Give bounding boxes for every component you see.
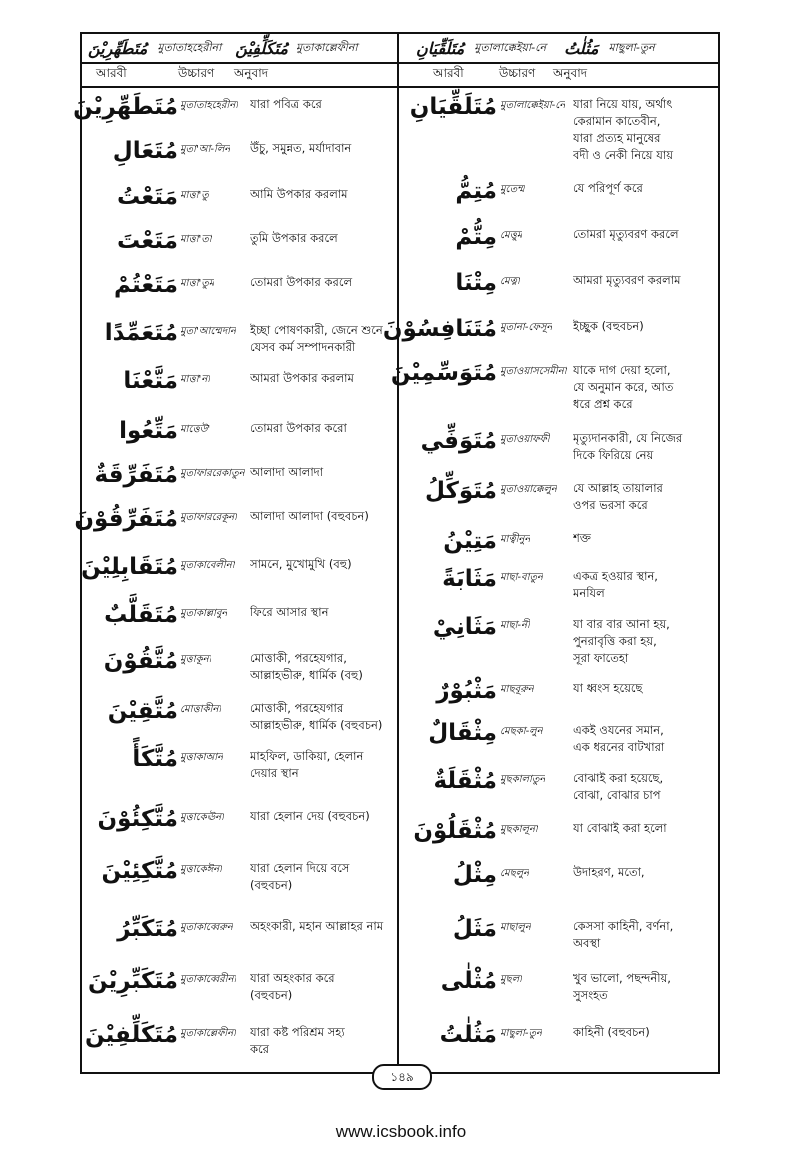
- entry-arabic-word: مُتَوَفِّي: [420, 428, 497, 454]
- meaning-line: শক্ত: [573, 531, 591, 545]
- entry-pronunciation: মাছা-নী: [500, 620, 530, 631]
- meaning-line: সূরা ফাতেহা: [573, 651, 629, 665]
- meaning-line: যারা প্রত্যহ মানুষের: [573, 131, 661, 145]
- column-header-rule: [82, 86, 718, 88]
- entry-arabic-word: مُتَكَبِّرِيْنَ: [87, 968, 178, 994]
- header-left-pron-2: মুতাকাল্লেফীনা: [295, 40, 358, 54]
- entry-pronunciation: মাছুলা-তুন: [500, 1028, 542, 1039]
- entry-pronunciation: মুত্তাকাআন: [180, 752, 224, 763]
- meaning-line: ফিরে আসার স্থান: [250, 605, 329, 619]
- entry-arabic-word: مُتَعَالِ: [112, 138, 178, 164]
- meaning-line: মোত্তাকী, পরহেযগার: [250, 701, 344, 715]
- entry-meaning: [573, 226, 715, 243]
- entry-arabic-word: مَثَانِيْ: [432, 614, 497, 640]
- meaning-line: আমরা মৃত্যুবরণ করলাম: [573, 273, 681, 287]
- entry-meaning: [250, 700, 394, 734]
- meaning-line: যারা অহংকার করে: [250, 971, 335, 985]
- meaning-line: (বহুবচন): [250, 878, 293, 892]
- entry-pronunciation: মাত্তা'না: [180, 374, 211, 385]
- entry-meaning: [250, 650, 394, 684]
- meaning-line: আমরা উপকার করলাম: [250, 371, 354, 385]
- entry-meaning: [573, 864, 715, 881]
- header-right-arabic-2: مَثُلٰتُ: [564, 38, 599, 58]
- meaning-line: আলাদা আলাদা (বহুবচন): [250, 509, 369, 523]
- col-header-arabic: আরবী: [96, 66, 127, 80]
- column-headers-left: [82, 64, 397, 86]
- entry-arabic-word: مُتَوَسِّمِيْنَ: [390, 360, 497, 386]
- meaning-line: আল্লাহভীরু, ধার্মিক (বহু): [250, 668, 363, 682]
- meaning-line: সুসংহত: [573, 988, 608, 1002]
- meaning-line: অহংকারী, মহান আল্লাহর নাম: [250, 919, 384, 933]
- entry-arabic-word: مُثْلٰى: [440, 968, 497, 994]
- page-number: ১৪৯: [372, 1064, 432, 1090]
- entry-pronunciation: মাত্তা'তু: [180, 190, 209, 201]
- entry-meaning: [573, 680, 715, 697]
- meaning-line: অবস্থা: [573, 936, 601, 950]
- entry-pronunciation: মুছকালাতুন: [500, 774, 546, 785]
- entry-arabic-word: مُتَقَلَّبٌ: [104, 602, 178, 628]
- entry-meaning: [250, 1024, 394, 1058]
- entry-meaning: [250, 230, 394, 247]
- entry-meaning: [573, 770, 715, 804]
- entry-pronunciation: মাত্তা'তা: [180, 234, 212, 245]
- entry-pronunciation: মাত্বীনুন: [500, 534, 531, 545]
- meaning-line: সামনে, মুখোমুখি (বহু): [250, 557, 352, 571]
- entry-arabic-word: مُتَكَبِّرُ: [117, 916, 178, 942]
- col-header-arabic: আরবী: [433, 66, 464, 80]
- entry-pronunciation: মাত্তেউ': [180, 424, 211, 435]
- entry-meaning: [250, 464, 394, 481]
- entry-meaning: [573, 180, 715, 197]
- meaning-line: ইচ্ছা পোষণকারী, জেনে শুনে: [250, 323, 383, 337]
- entry-arabic-word: مُتَقَابِلِيْنَ: [81, 554, 178, 580]
- entry-meaning: [250, 508, 394, 525]
- entry-pronunciation: মুতাফাররেকাতুন: [180, 468, 245, 479]
- entry-arabic-word: مُتَطَهِّرِيْنَ: [73, 94, 178, 120]
- entry-pronunciation: মেত্না: [500, 276, 520, 287]
- entry-pronunciation: মেছকা-লুন: [500, 726, 543, 737]
- entry-arabic-word: مِثْلُ: [452, 862, 497, 888]
- meaning-line: খুব ভালো, পছন্দনীয়,: [573, 971, 671, 985]
- col-header-pronunciation: উচ্চারণ: [178, 66, 215, 80]
- meaning-line: মনযিল: [573, 586, 605, 600]
- entry-arabic-word: مُتَّكَأً: [132, 746, 178, 772]
- entry-arabic-word: مَثَابَةً: [442, 566, 497, 592]
- meaning-line: দেয়ার স্থান: [250, 766, 299, 780]
- entry-arabic-word: مَثُلٰتُ: [439, 1022, 497, 1048]
- meaning-line: কাহিনী (বহুবচন): [573, 1025, 650, 1039]
- entry-pronunciation: মুতাওয়াফফী: [500, 434, 550, 445]
- meaning-line: যা বার বার আনা হয়,: [573, 617, 670, 631]
- col-header-meaning: অনুবাদ: [234, 66, 269, 80]
- entry-pronunciation: মুতেম্ম: [500, 184, 525, 195]
- entry-meaning: [250, 274, 394, 291]
- entry-arabic-word: مُثْقَلَةٌ: [433, 768, 497, 794]
- entry-pronunciation: মুতাকাব্বেরুন: [180, 922, 233, 933]
- meaning-line: তোমরা উপকার করলে: [250, 275, 353, 289]
- entry-arabic-word: مَثَلُ: [452, 916, 497, 942]
- entry-meaning: [573, 970, 715, 1004]
- meaning-line: ওপর ভরসা করে: [573, 498, 648, 512]
- header-right-pron-1: মুতালাক্কেইয়া-নে: [474, 40, 547, 54]
- entry-pronunciation: মুত্তাকূনা: [180, 654, 212, 665]
- entry-meaning: [250, 970, 394, 1004]
- meaning-line: আলাদা আলাদা: [250, 465, 324, 479]
- entry-pronunciation: মুতালাক্কেইয়া-নে: [500, 100, 566, 111]
- meaning-line: বদী ও নেকী নিয়ে যায়: [573, 148, 673, 162]
- entry-pronunciation: মুত্তাকেঈনা: [180, 864, 223, 875]
- entry-meaning: [250, 556, 394, 573]
- meaning-line: পুনরাবৃত্তি করা হয়,: [573, 634, 657, 648]
- entry-arabic-word: مَتَعْتَ: [117, 228, 178, 254]
- meaning-line: একই ওযনের সমান,: [573, 723, 664, 737]
- meaning-line: উঁচু, সমুন্নত, মর্যাদাবান: [250, 141, 352, 155]
- entry-arabic-word: مُتَّكِئُوْنَ: [97, 806, 178, 832]
- entry-arabic-word: مُتَفَرِّقَةٌ: [94, 462, 178, 488]
- meaning-line: বোঝা, বোঝার চাপ: [573, 788, 661, 802]
- entry-meaning: [573, 820, 715, 837]
- entry-arabic-word: مُتَفَرِّقُوْنَ: [74, 506, 178, 532]
- meaning-line: যা বোঝাই করা হলো: [573, 821, 667, 835]
- entry-arabic-word: مُتَوَكِّلُ: [425, 478, 497, 504]
- header-left-arabic-1: مُتَطَهِّرِيْنَ: [88, 38, 148, 58]
- meaning-line: যা ধ্বংস হয়েছে: [573, 681, 643, 695]
- meaning-line: তুমি উপকার করলে: [250, 231, 338, 245]
- meaning-line: তোমরা মৃত্যুবরণ করলে: [573, 227, 679, 241]
- entry-pronunciation: মেছলুন: [500, 868, 530, 879]
- meaning-line: কেরামান কাতেবীন,: [573, 114, 661, 128]
- entry-pronunciation: মাত্তা'তুম: [180, 278, 215, 289]
- meaning-line: যে আল্লাহ তায়ালার: [573, 481, 663, 495]
- entry-pronunciation: মুতা'আ-লিন: [180, 144, 231, 155]
- entry-pronunciation: মুতানা-ফেসূন: [500, 322, 553, 333]
- entry-pronunciation: মুতাকাবেলীনা: [180, 560, 235, 571]
- entry-arabic-word: مُتَنَافِسُوْنَ: [382, 316, 497, 342]
- meaning-line: যে পরিপূর্ণ করে: [573, 181, 643, 195]
- entry-meaning: [573, 362, 715, 413]
- meaning-line: উদাহরণ, মতো,: [573, 865, 645, 879]
- entry-meaning: [573, 568, 715, 602]
- meaning-line: যারা কষ্ট পরিশ্রম সহ্য: [250, 1025, 345, 1039]
- entry-arabic-word: مِتُّمْ: [455, 224, 497, 250]
- entry-meaning: [573, 722, 715, 756]
- entry-meaning: [573, 480, 715, 514]
- entry-pronunciation: মুতাওয়াক্কেলুন: [500, 484, 557, 495]
- entry-arabic-word: مَتَعْتُمْ: [113, 272, 178, 298]
- entry-meaning: [573, 918, 715, 952]
- entry-arabic-word: مُتَّكِئِيْنَ: [101, 858, 178, 884]
- entry-meaning: [250, 186, 394, 203]
- meaning-line: যারা পবিত্র করে: [250, 97, 322, 111]
- meaning-line: এক ধরনের বাটখারা: [573, 740, 665, 754]
- entry-arabic-word: مَتَعْتُ: [117, 184, 178, 210]
- entry-arabic-word: مِتْنَا: [455, 270, 497, 296]
- col-header-meaning: অনুবাদ: [553, 66, 588, 80]
- meaning-line: মোত্তাকী, পরহেযগার,: [250, 651, 347, 665]
- entry-arabic-word: مَثْبُوْرٌ: [436, 678, 497, 704]
- entry-pronunciation: মুতাকাব্বেরীনা: [180, 974, 237, 985]
- header-left-arabic-2: مُتَكَلِّفِيْنَ: [235, 38, 288, 58]
- entry-meaning: [250, 140, 394, 157]
- entry-meaning: [250, 322, 394, 356]
- meaning-line: মৃত্যুদানকারী, যে নিজের: [573, 431, 683, 445]
- meaning-line: মাহফিল, ডাকিয়া, হেলান: [250, 749, 364, 763]
- entry-meaning: [250, 748, 394, 782]
- entry-meaning: [573, 430, 715, 464]
- entry-pronunciation: মুছলা: [500, 974, 522, 985]
- meaning-line: কেসসা কাহিনী, বর্ণনা,: [573, 919, 674, 933]
- entry-meaning: [573, 318, 715, 335]
- entry-arabic-word: مُثْقَلُوْنَ: [413, 818, 497, 844]
- entry-pronunciation: মোত্তাকীনা: [180, 704, 222, 715]
- entry-pronunciation: মাছালুন: [500, 922, 531, 933]
- entry-pronunciation: মুতা'আম্মেদান: [180, 326, 236, 337]
- entry-arabic-word: مُتَكَلِّفِيْنَ: [84, 1022, 178, 1048]
- entry-meaning: [250, 860, 394, 894]
- entry-meaning: [250, 96, 394, 113]
- footer-url[interactable]: www.icsbook.info: [335, 1122, 467, 1141]
- entry-pronunciation: মুত্তাকেঊনা: [180, 812, 224, 823]
- meaning-line: একত্র হওয়ার স্থান,: [573, 569, 658, 583]
- header-left-pron-1: মুতাতাহহেরীনা: [157, 40, 222, 54]
- entry-arabic-word: مُتَّقِيْنَ: [107, 698, 178, 724]
- entry-meaning: [573, 616, 715, 667]
- col-header-pronunciation: উচ্চারণ: [499, 66, 536, 80]
- meaning-line: তোমরা উপকার করো: [250, 421, 347, 435]
- entry-pronunciation: মুতাকাল্লেফীনা: [180, 1028, 237, 1039]
- meaning-line: ধরে প্রশ্ন করে: [573, 397, 633, 411]
- meaning-line: ইচ্ছুক (বহুবচন): [573, 319, 644, 333]
- entry-arabic-word: مُتَّقُوْنَ: [103, 648, 178, 674]
- meaning-line: যাকে দাগ দেয়া হলো,: [573, 363, 671, 377]
- entry-pronunciation: মাছা-বাতুন: [500, 572, 543, 583]
- entry-pronunciation: মাছবূরুন: [500, 684, 534, 695]
- entry-arabic-word: مَتِيْنُ: [443, 528, 497, 554]
- entry-pronunciation: মুতাফাররেকূনা: [180, 512, 238, 523]
- meaning-line: বোঝাই করা হয়েছে,: [573, 771, 664, 785]
- meaning-line: যারা হেলান দিয়ে বসে: [250, 861, 350, 875]
- entry-meaning: [573, 530, 715, 547]
- column-divider: [397, 32, 399, 1074]
- meaning-line: যে অনুমান করে, আত: [573, 380, 674, 394]
- meaning-line: যারা নিয়ে যায়, অর্থাৎ: [573, 97, 673, 111]
- entry-arabic-word: مَتِّعُوا: [119, 418, 178, 444]
- entry-pronunciation: মুতাকাল্লাবুন: [180, 608, 228, 619]
- entry-meaning: [250, 370, 394, 387]
- running-header-right: [402, 34, 716, 62]
- meaning-line: দিকে ফিরিয়ে নেয়: [573, 448, 654, 462]
- meaning-line: করে: [250, 1042, 269, 1056]
- meaning-line: আল্লাহভীরু, ধার্মিক (বহুবচন): [250, 718, 383, 732]
- entry-arabic-word: مِثْقَالٌ: [428, 720, 497, 746]
- entry-meaning: [250, 808, 394, 825]
- entry-meaning: [573, 1024, 715, 1041]
- meaning-line: (বহুবচন): [250, 988, 293, 1002]
- entry-arabic-word: مَتَّعْنَا: [123, 368, 178, 394]
- meaning-line: আমি উপকার করলাম: [250, 187, 348, 201]
- entry-meaning: [250, 420, 394, 437]
- entry-pronunciation: মুতাতাহহেরীনা: [180, 100, 239, 111]
- entry-pronunciation: মুতাওয়াসসেমীনা: [500, 366, 567, 377]
- entry-meaning: [250, 918, 394, 935]
- entry-meaning: [573, 96, 715, 164]
- entry-pronunciation: মেত্তুম: [500, 230, 523, 241]
- entry-meaning: [573, 272, 715, 289]
- meaning-line: যারা হেলান দেয় (বহুবচন): [250, 809, 370, 823]
- entry-pronunciation: মুছকালূনা: [500, 824, 538, 835]
- meaning-line: যেসব কর্ম সম্পাদনকারী: [250, 340, 356, 354]
- running-header-left: [84, 34, 394, 62]
- entry-arabic-word: مُتِمُّ: [455, 178, 497, 204]
- header-right-pron-2: মাছুলা-তুন: [608, 40, 655, 54]
- header-right-arabic-1: مُتَلَقِّيَانِ: [416, 38, 465, 58]
- entry-meaning: [250, 604, 394, 621]
- entry-arabic-word: مُتَعَمِّدًا: [104, 320, 178, 346]
- column-headers-right: [399, 64, 718, 86]
- entry-arabic-word: مُتَلَقِّيَانِ: [409, 94, 497, 120]
